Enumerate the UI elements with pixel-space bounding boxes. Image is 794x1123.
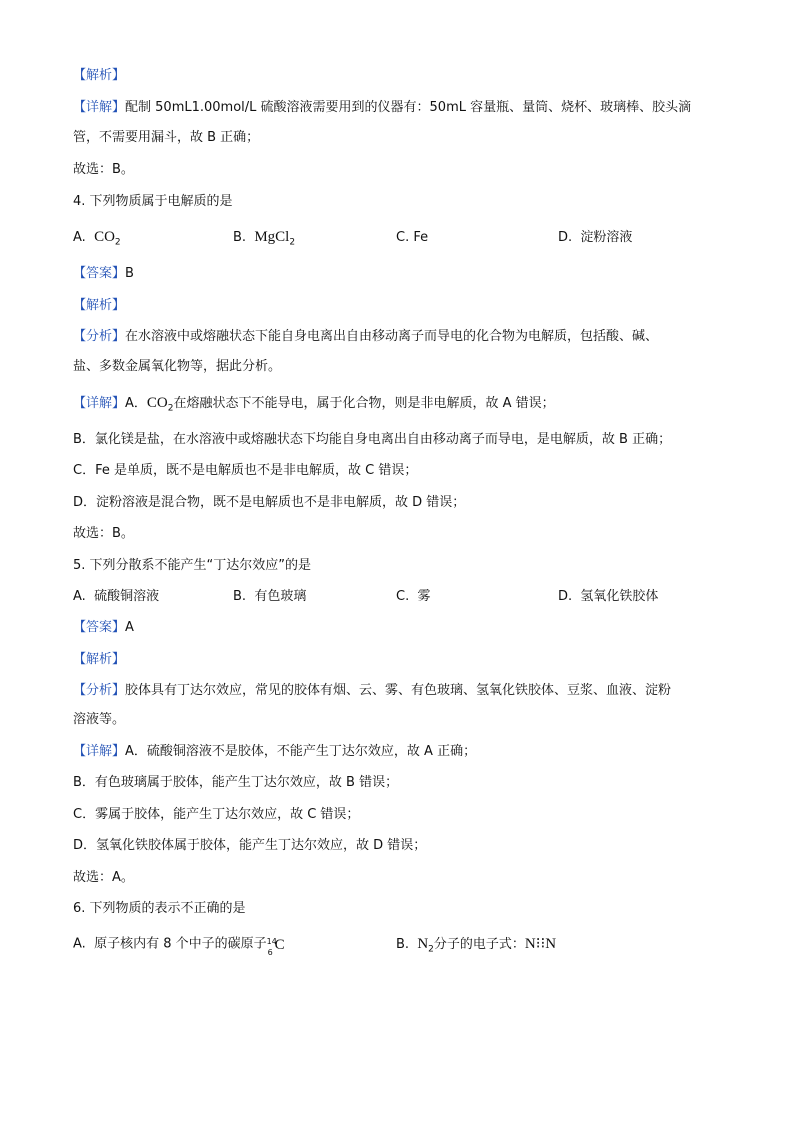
q6-option-a: A. 原子核内有 8 个中子的碳原子 14 6 C <box>73 934 287 955</box>
q5-analyze-line-2: 溶液等。 <box>73 712 126 727</box>
q5-option-b: B. 有色玻璃 <box>233 589 307 604</box>
q3-choice: 故选：B。 <box>73 162 134 177</box>
q6-stem: 6. 下列物质的表示不正确的是 <box>73 901 246 916</box>
q4-detail-d: D．淀粉溶液是混合物，既不是电解质也不是非电解质，故 D 错误； <box>73 495 466 510</box>
q5-detail-c: C．雾属于胶体，能产生丁达尔效应，故 C 错误； <box>73 807 360 822</box>
q4-answer: 【答案】B <box>73 266 134 281</box>
q4-option-c: C. Fe <box>396 230 429 245</box>
q3-detail-line-1: 【详解】配制 50mL1.00mol/L 硫酸溶液需要用到的仪器有：50mL 容量瓶、量筒、烧杯、玻璃棒、胶头滴 <box>73 100 692 115</box>
q5-option-c: C. 雾 <box>396 589 431 604</box>
q5-detail-d: D．氢氧化铁胶体属于胶体，能产生丁达尔效应，故 D 错误； <box>73 838 427 853</box>
q3-analysis-tag: 【解析】 <box>73 68 126 83</box>
q4-stem: 4. 下列物质属于电解质的是 <box>73 194 233 209</box>
q3-detail-line-2: 管，不需要用漏斗，故 B 正确； <box>73 130 260 145</box>
q4-option-b: B. MgCl$_2$ <box>233 229 296 248</box>
q5-detail-a: 【详解】A．硫酸铜溶液不是胶体，不能产生丁达尔效应，故 A 正确； <box>73 744 477 759</box>
q5-option-d: D. 氢氧化铁胶体 <box>558 589 659 604</box>
q4-analysis-tag: 【解析】 <box>73 298 126 313</box>
q5-answer: 【答案】A <box>73 620 134 635</box>
q5-analyze-line-1: 【分析】胶体具有丁达尔效应，常见的胶体有烟、云、雾、有色玻璃、氢氧化铁胶体、豆浆、血液、淀粉 <box>73 683 672 698</box>
q4-choice: 故选：B。 <box>73 526 134 541</box>
q4-option-a: A. $CO_2$ <box>73 229 121 248</box>
q4-detail-a: 【详解】A．$CO_2$在熔融状态下不能导电，属于化合物，则是非电解质，故 A 错误； <box>73 395 555 414</box>
carbon-14-nuclide-symbol: 14 6 C <box>266 937 285 957</box>
q4-detail-c: C．Fe 是单质，既不是电解质也不是非电解质，故 C 错误； <box>73 463 418 478</box>
q6-option-b: B. $N_2$分子的电子式：N⁝⁝N <box>396 936 557 955</box>
n2-electron-formula: N⁝⁝N <box>524 936 557 952</box>
q4-analyze-line-2: 盐、多数金属氧化物等，据此分析。 <box>73 359 282 374</box>
q4-option-d: D. 淀粉溶液 <box>558 230 633 245</box>
q4-detail-b: B．氯化镁是盐，在水溶液中或熔融状态下均能自身电离出自由移动离子而导电，是电解质，故 B 正确； <box>73 432 672 447</box>
q4-analyze-line-1: 【分析】在水溶液中或熔融状态下能自身电离出自由移动离子而导电的化合物为电解质，包括酸、碱、 <box>73 329 659 344</box>
q5-choice: 故选：A。 <box>73 870 134 885</box>
q5-stem: 5. 下列分散系不能产生“丁达尔效应”的是 <box>73 558 312 573</box>
q5-option-a: A. 硫酸铜溶液 <box>73 589 160 604</box>
q5-detail-b: B．有色玻璃属于胶体，能产生丁达尔效应，故 B 错误； <box>73 775 399 790</box>
q5-analysis-tag: 【解析】 <box>73 652 126 667</box>
